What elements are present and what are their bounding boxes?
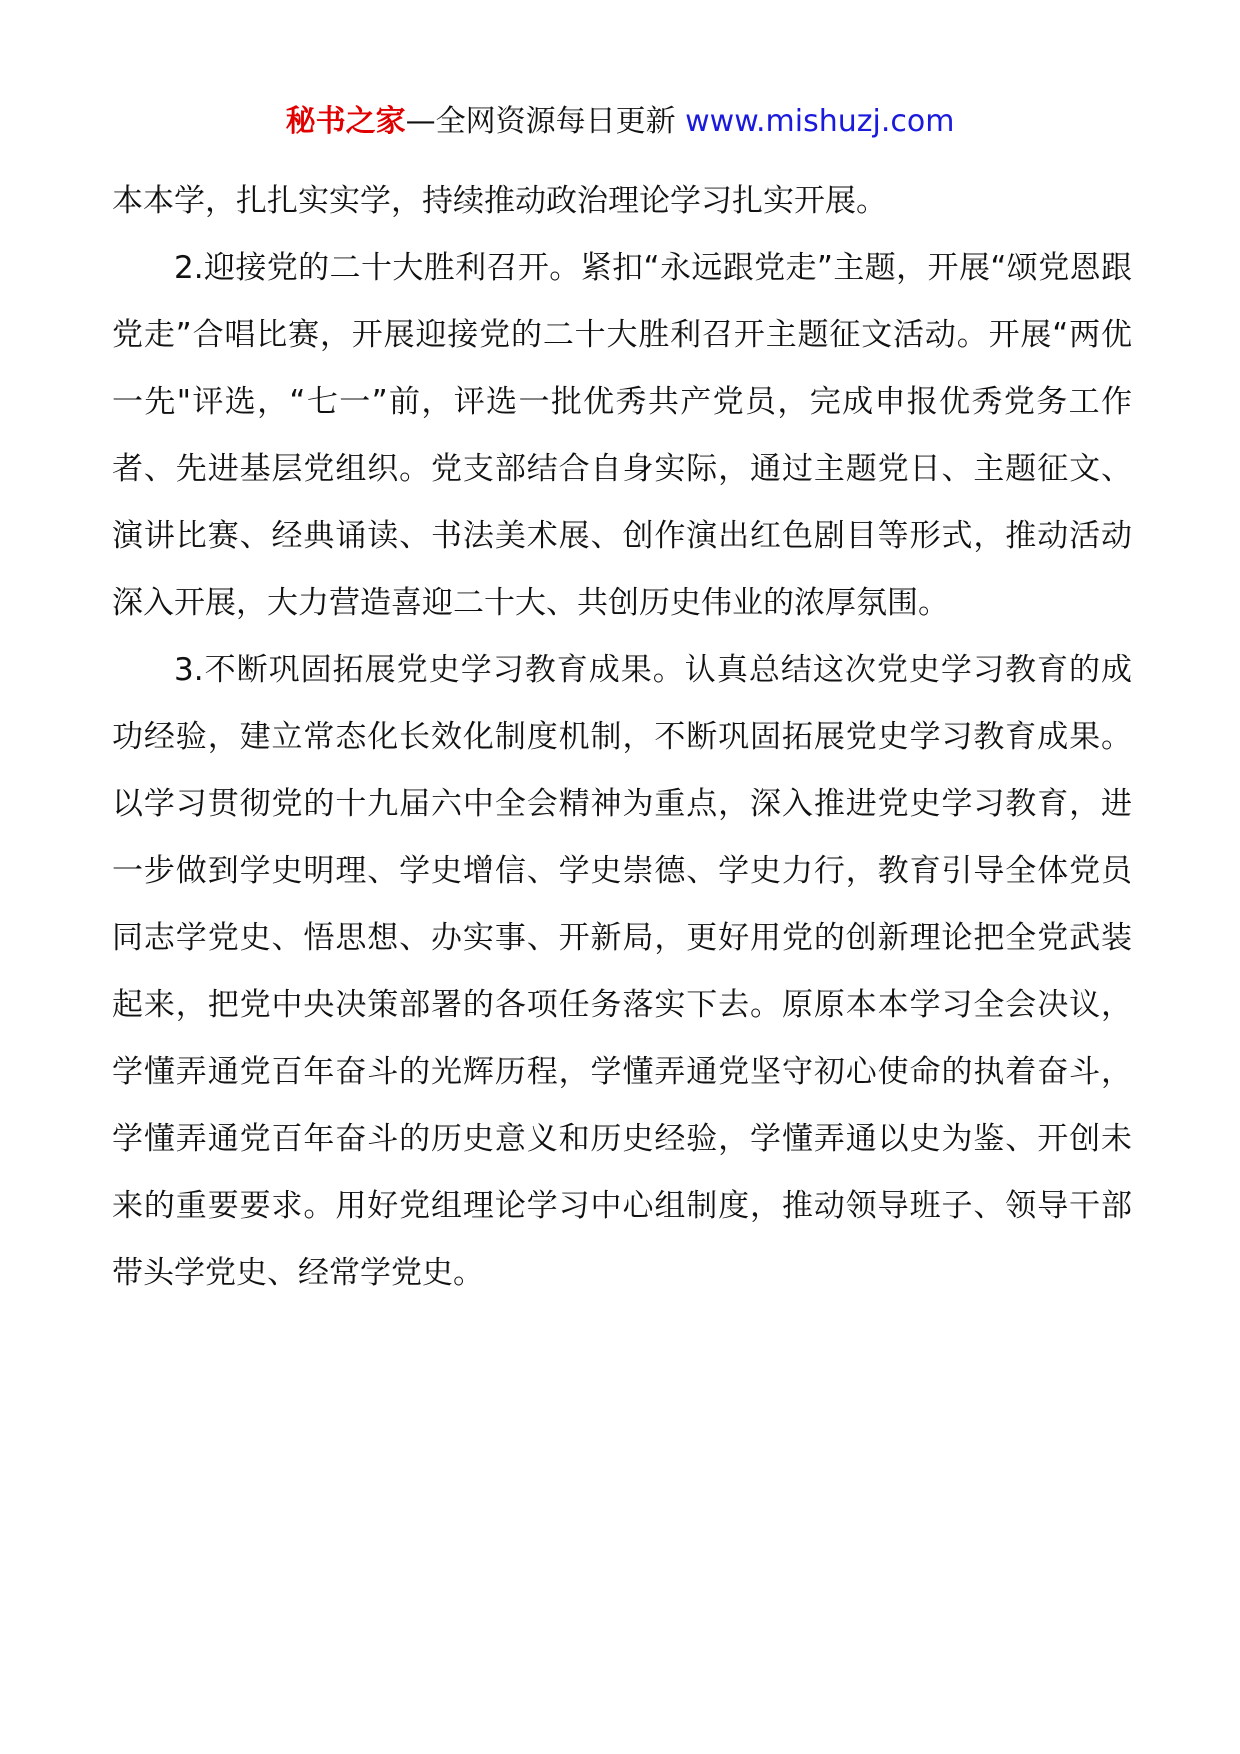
website-link[interactable]: www.mishuzj.com [685,104,955,139]
paragraph-item-2: 2.迎接党的二十大胜利召开。紧扣“永远跟党走”主题，开展“颂党恩跟党走”合唱比赛，开展迎接党的二十大胜利召开主题征文活动。开展“两优一先"评选，“七一”前，评选一批优秀共产党员，完成申报优秀党务工作者、先进基层党组织。党支部结合自身实际，通过主题党日、主题征文、演讲比赛、经典诵读、书法美术展、创作演出红色剧目等形式，推动活动深入开展，大力营造喜迎二十大、共创历史伟业的浓厚氛围。 [112,250,1132,621]
paragraph-item-3: 3.不断巩固拓展党史学习教育成果。认真总结这次党史学习教育的成功经验，建立常态化长效化制度机制，不断巩固拓展党史学习教育成果。以学习贯彻党的十九届六中全会精神为重点，深入推进党史学习教育，进一步做到学史明理、学史增信、学史崇德、学史力行，教育引导全体党员同志学党史、悟思想、办实事、开新局，更好用党的创新理论把全党武装起来，把党中央决策部署的各项任务落实下去。原原本本学习全会决议，学懂弄通党百年奋斗的光辉历程，学懂弄通党坚守初心使命的执着奋斗，学懂弄通党百年奋斗的历史意义和历史经验，学懂弄通以史为鉴、开创未来的重要要求。用好党组理论学习中心组制度，推动领导班子、领导干部带头学党史、经常学党史。 [112,652,1132,1291]
paragraph-continuation: 本本学，扎扎实实学，持续推动政治理论学习扎实开展。 [112,183,887,219]
brand-name: 秘书之家 [285,104,406,139]
document-body [112,168,1132,1307]
page-header [0,100,1240,144]
header-tagline: —全网资源每日更新 [405,104,676,139]
